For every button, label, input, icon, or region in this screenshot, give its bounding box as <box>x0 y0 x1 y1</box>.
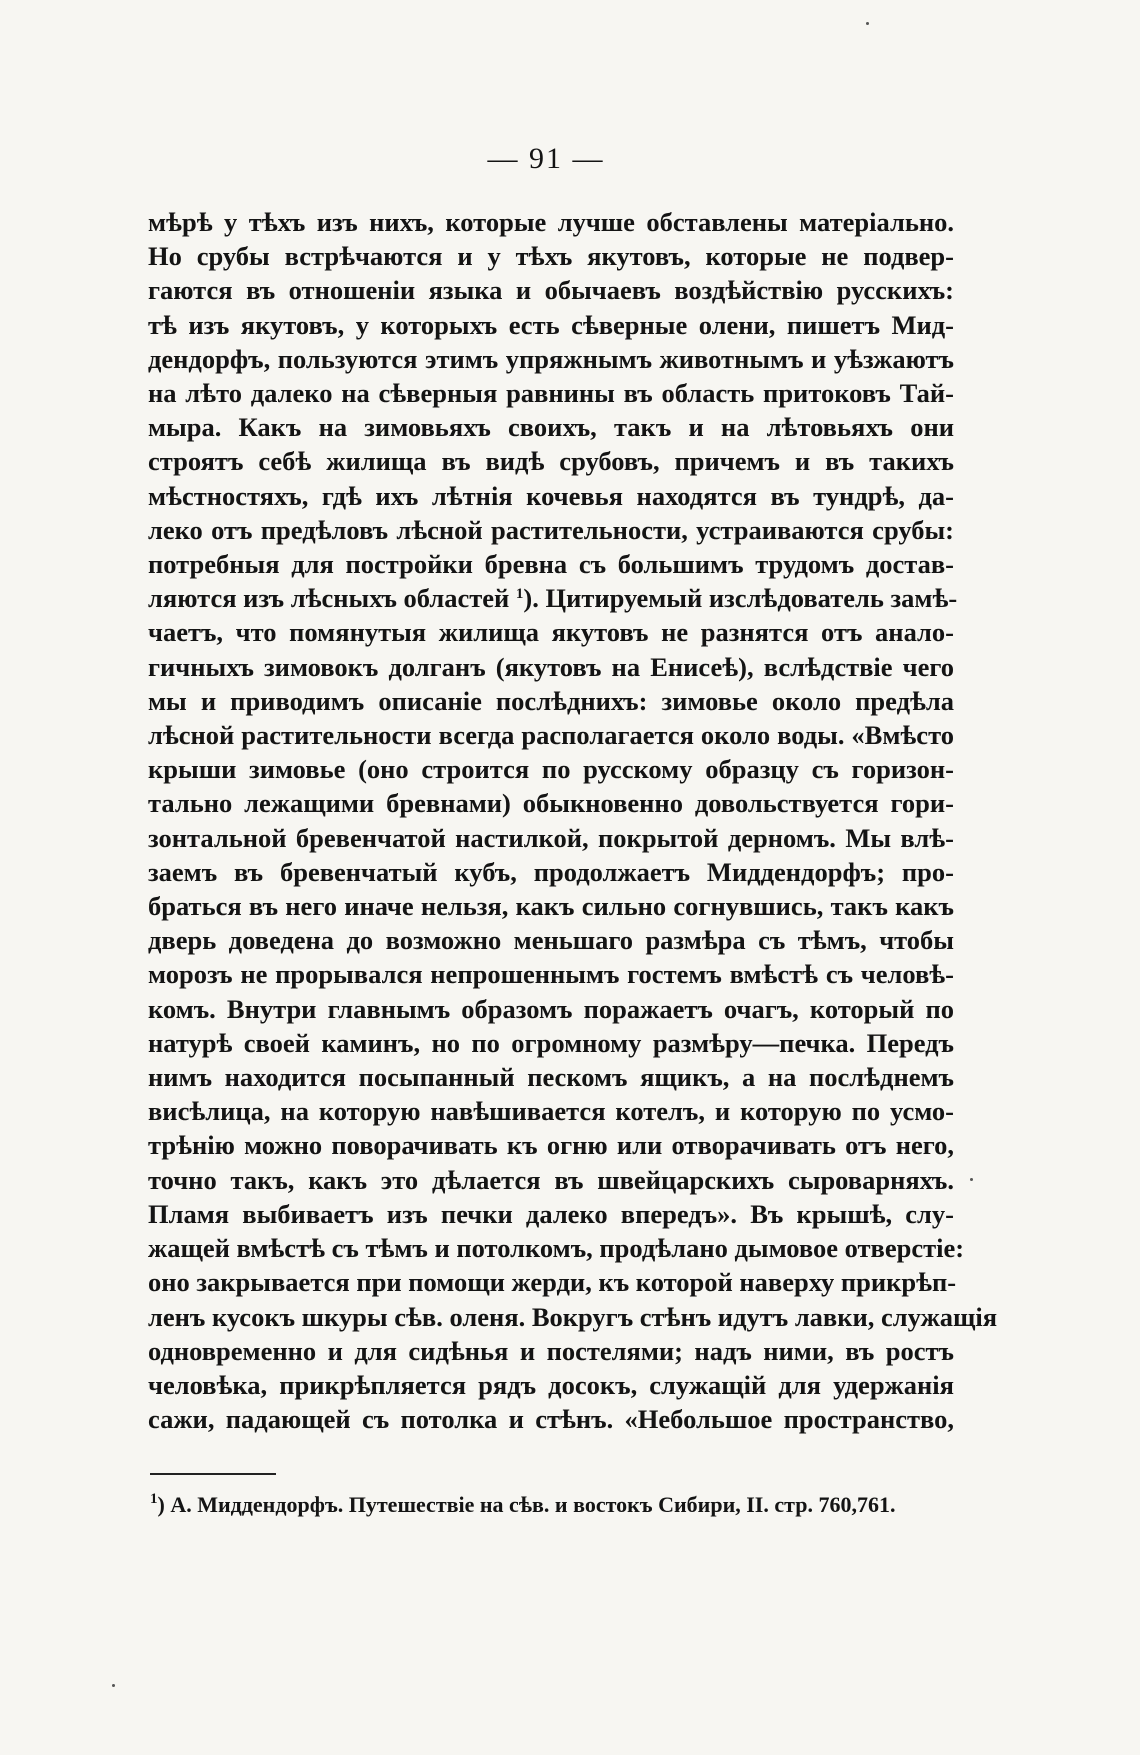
text-line: зонтальной бревенчатой настилкой, покрытой дерномъ. Мы влѣ- <box>148 822 954 853</box>
text-line: леко отъ предѣловъ лѣсной растительности, устраиваются срубы: <box>148 514 954 545</box>
text-line: Но срубы встрѣчаются и у тѣхъ якутовъ, которые не подвер- <box>148 241 954 272</box>
text-line: браться въ него иначе нельзя, какъ сильно согнувшись, такъ какъ <box>148 891 954 922</box>
text-line: трѣнію можно поворачивать къ огню или отворачивать отъ него, <box>148 1130 954 1161</box>
text-fragment: ляются изъ лѣсныхъ областей <box>148 583 510 614</box>
text-line-with-footnote-ref <box>148 581 958 615</box>
text-line: ленъ кусокъ шкуры сѣв. оленя. Вокругъ стѣнъ идутъ лавки, служащія <box>148 1301 998 1332</box>
text-line: чаетъ, что помянутыя жилища якутовъ не разнятся отъ анало- <box>148 617 954 648</box>
text-line: дверь доведена до возможно меньшаго размѣра съ тѣмъ, чтобы <box>148 925 954 956</box>
footnote-text: ) А. Миддендорфъ. Путешествіе на сѣв. и востокъ Сибири, II. стр. 760,761. <box>157 1492 896 1517</box>
text-line: мѣрѣ у тѣхъ изъ нихъ, которые лучше обставлены матеріально. <box>148 207 954 237</box>
text-line: комъ. Внутри главнымъ образомъ поражаетъ очагъ, который по <box>148 993 954 1024</box>
text-line: крыши зимовье (оно строится по русскому образцу съ горизон- <box>148 754 954 785</box>
text-line: тально лежащими бревнами) обыкновенно довольствуется гори- <box>148 788 954 819</box>
scan-speck <box>866 22 869 25</box>
text-line: нимъ находится посыпанный пескомъ ящикъ, а на послѣднемъ <box>148 1062 954 1093</box>
footnote <box>150 1492 960 1518</box>
text-line: дендорфъ, пользуются этимъ упряжнымъ животнымъ и уѣзжаютъ <box>148 343 954 374</box>
text-line: потребныя для постройки бревна съ большимъ трудомъ достав- <box>148 549 954 580</box>
text-line: мыра. Какъ на зимовьяхъ своихъ, такъ и на лѣтовьяхъ они <box>148 412 954 443</box>
text-line: Пламя выбиваетъ изъ печки далеко впередъ». Въ крышѣ, слу- <box>148 1198 954 1229</box>
text-line: гаются въ отношеніи языка и обычаевъ воздѣйствію русскихъ: <box>148 275 954 306</box>
text-line: мы и приводимъ описаніе послѣднихъ: зимовье около предѣла <box>148 685 954 716</box>
footnote-reference: 1 <box>515 586 524 603</box>
text-line: одновременно и для сидѣнья и постелями; надъ ними, въ ростъ <box>148 1335 954 1366</box>
text-line: на лѣто далеко на сѣверныя равнины въ область притоковъ Тай- <box>148 378 954 409</box>
body-text <box>148 205 998 1436</box>
text-line: натурѣ своей каминъ, но по огромному размѣру—печка. Передъ <box>148 1027 954 1058</box>
text-line: сажи, падающей съ потолка и стѣнъ. «Небольшое пространство, <box>148 1404 954 1435</box>
text-line: точно такъ, какъ это дѣлается въ швейцарскихъ сыроварняхъ. <box>148 1164 954 1195</box>
text-line: оно закрывается при помощи жерди, къ которой наверху прикрѣп- <box>148 1267 957 1298</box>
text-line: морозъ не прорывался непрошеннымъ гостемъ вмѣстѣ съ человѣ- <box>148 959 954 990</box>
scan-speck <box>112 1684 115 1687</box>
footnote-marker: 1 <box>150 1491 158 1507</box>
page-number: — 91 — <box>487 142 605 175</box>
text-line: гичныхъ зимовокъ долганъ (якутовъ на Енисеѣ), вслѣдствіе чего <box>148 651 954 682</box>
text-fragment: ). Цитируемый изслѣдователь замѣ- <box>523 583 958 614</box>
scan-speck <box>970 1178 973 1181</box>
text-line: человѣка, прикрѣпляется рядъ досокъ, служащій для удержанія <box>148 1369 954 1400</box>
text-line: висѣлица, на которую навѣшивается котелъ, и которую по усмо- <box>148 1096 954 1127</box>
text-line: строятъ себѣ жилища въ видѣ срубовъ, причемъ и въ такихъ <box>148 446 954 477</box>
footnote-divider <box>150 1473 276 1475</box>
text-line: заемъ въ бревенчатый кубъ, продолжаетъ Миддендорфъ; про- <box>148 856 954 887</box>
text-line: жащей вмѣстѣ съ тѣмъ и потолкомъ, продѣлано дымовое отверстіе: <box>148 1233 965 1264</box>
text-line: лѣсной растительности всегда располагается около воды. «Вмѣсто <box>148 720 954 751</box>
text-line: мѣстностяхъ, гдѣ ихъ лѣтнія кочевья находятся въ тундрѣ, да- <box>148 480 954 511</box>
text-line: тѣ изъ якутовъ, у которыхъ есть сѣверные олени, пишетъ Мид- <box>148 309 954 340</box>
